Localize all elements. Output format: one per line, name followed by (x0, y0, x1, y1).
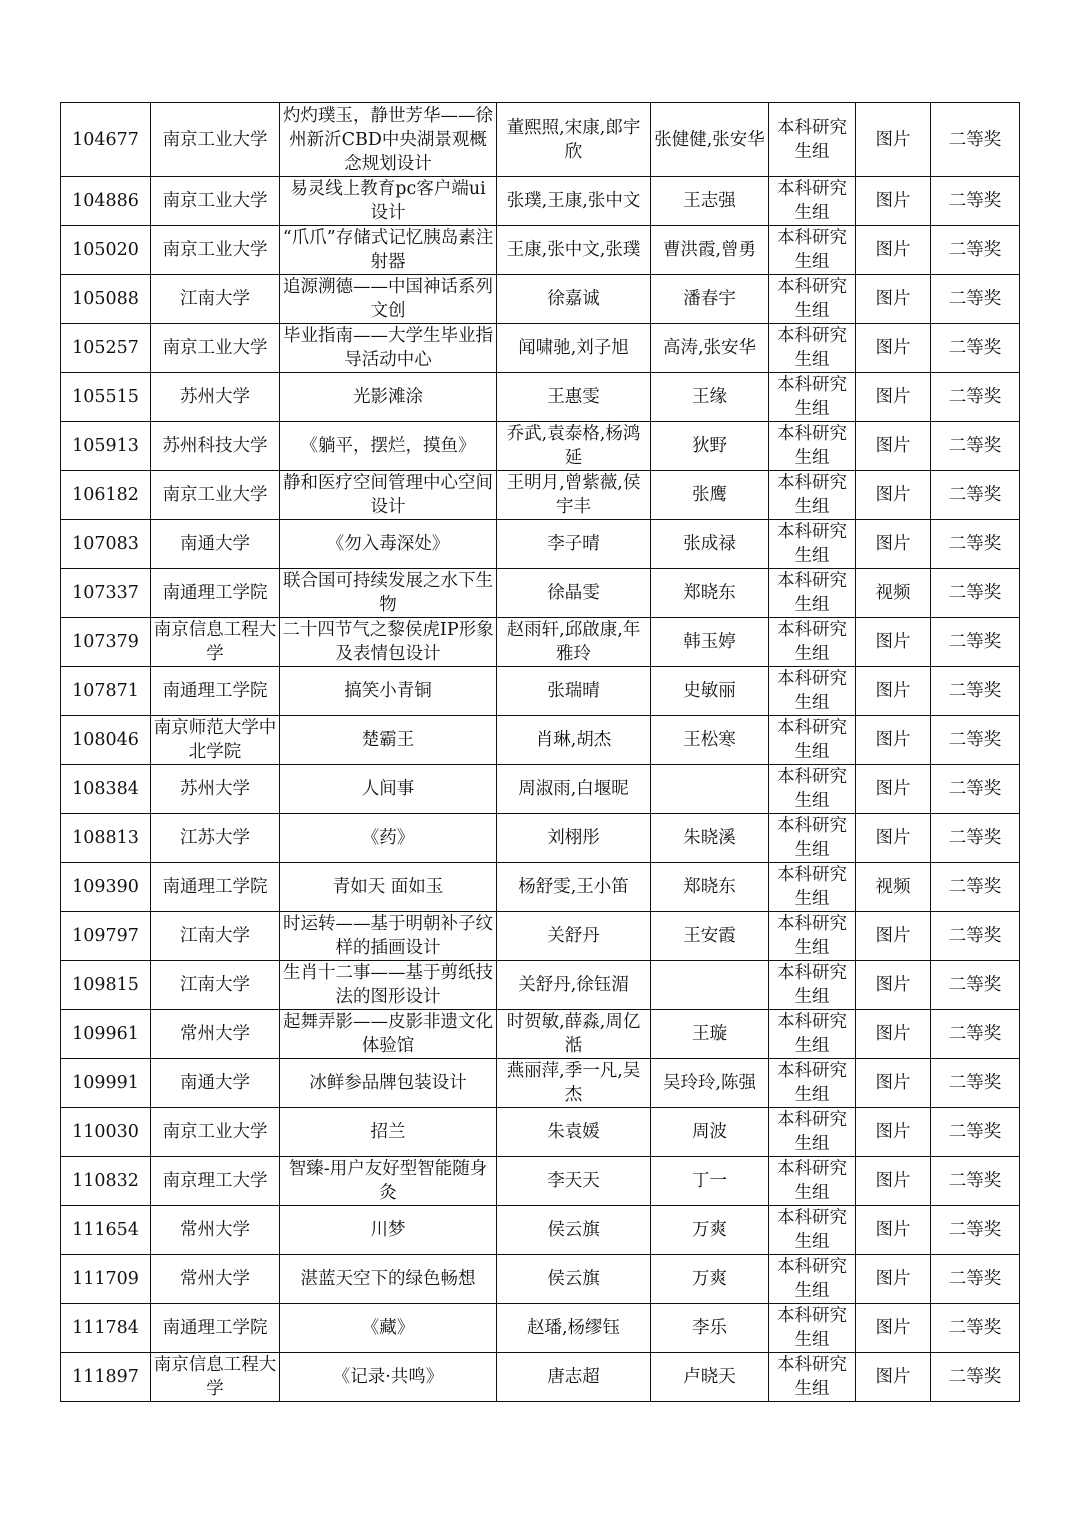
authors-cell: 关舒丹 (497, 912, 651, 961)
authors-cell: 王康,张中文,张璞 (497, 226, 651, 275)
category-cell: 本科研究生组 (769, 1304, 856, 1353)
awards-table-body (61, 103, 1020, 1402)
table-row (61, 373, 1020, 422)
school-cell: 南通理工学院 (151, 667, 280, 716)
work-type-cell: 图片 (856, 1108, 931, 1157)
school-cell: 江南大学 (151, 961, 280, 1010)
work-title-cell: 易灵线上教育pc客户端ui设计 (280, 177, 497, 226)
school-cell: 苏州大学 (151, 373, 280, 422)
authors-cell: 周淑雨,白堰昵 (497, 765, 651, 814)
award-cell: 二等奖 (931, 373, 1020, 422)
award-cell: 二等奖 (931, 103, 1020, 177)
work-title-cell: 灼灼璞玉，静世芳华——徐州新沂CBD中央湖景观概念规划设计 (280, 103, 497, 177)
work-type-cell: 图片 (856, 1206, 931, 1255)
advisor-cell: 狄野 (651, 422, 769, 471)
table-row (61, 667, 1020, 716)
work-title-cell: 时运转——基于明朝补子纹样的插画设计 (280, 912, 497, 961)
work-type-cell: 图片 (856, 1304, 931, 1353)
category-cell: 本科研究生组 (769, 226, 856, 275)
authors-cell: 李天天 (497, 1157, 651, 1206)
category-cell: 本科研究生组 (769, 275, 856, 324)
advisor-cell: 万爽 (651, 1206, 769, 1255)
advisor-cell (651, 765, 769, 814)
category-cell: 本科研究生组 (769, 667, 856, 716)
school-cell: 南通理工学院 (151, 1304, 280, 1353)
award-cell: 二等奖 (931, 1206, 1020, 1255)
award-cell: 二等奖 (931, 1255, 1020, 1304)
category-cell: 本科研究生组 (769, 520, 856, 569)
authors-cell: 李子晴 (497, 520, 651, 569)
work-title-cell: 起舞弄影——皮影非遗文化体验馆 (280, 1010, 497, 1059)
advisor-cell: 王志强 (651, 177, 769, 226)
award-cell: 二等奖 (931, 1157, 1020, 1206)
award-cell: 二等奖 (931, 569, 1020, 618)
category-cell: 本科研究生组 (769, 912, 856, 961)
category-cell: 本科研究生组 (769, 961, 856, 1010)
work-title-cell: 冰鲜参品牌包装设计 (280, 1059, 497, 1108)
entry-id-cell: 108046 (61, 716, 151, 765)
award-cell: 二等奖 (931, 961, 1020, 1010)
award-cell: 二等奖 (931, 177, 1020, 226)
work-title-cell: 静和医疗空间管理中心空间设计 (280, 471, 497, 520)
work-type-cell: 图片 (856, 618, 931, 667)
table-row (61, 1206, 1020, 1255)
school-cell: 南京工业大学 (151, 471, 280, 520)
work-title-cell: 楚霸王 (280, 716, 497, 765)
school-cell: 南通大学 (151, 520, 280, 569)
table-row (61, 1157, 1020, 1206)
table-row (61, 961, 1020, 1010)
category-cell: 本科研究生组 (769, 765, 856, 814)
work-type-cell: 图片 (856, 1010, 931, 1059)
table-row (61, 765, 1020, 814)
award-cell: 二等奖 (931, 1304, 1020, 1353)
authors-cell: 徐嘉诚 (497, 275, 651, 324)
advisor-cell: 李乐 (651, 1304, 769, 1353)
school-cell: 南京信息工程大学 (151, 1353, 280, 1402)
work-title-cell: 《记录·共鸣》 (280, 1353, 497, 1402)
authors-cell: 张璞,王康,张中文 (497, 177, 651, 226)
work-type-cell: 图片 (856, 177, 931, 226)
entry-id-cell: 108384 (61, 765, 151, 814)
work-title-cell: 智臻-用户友好型智能随身灸 (280, 1157, 497, 1206)
advisor-cell: 张成禄 (651, 520, 769, 569)
award-cell: 二等奖 (931, 471, 1020, 520)
school-cell: 南京信息工程大学 (151, 618, 280, 667)
authors-cell: 闻啸驰,刘子旭 (497, 324, 651, 373)
entry-id-cell: 107337 (61, 569, 151, 618)
work-type-cell: 图片 (856, 520, 931, 569)
advisor-cell: 张鹰 (651, 471, 769, 520)
work-type-cell: 图片 (856, 103, 931, 177)
advisor-cell: 郑晓东 (651, 569, 769, 618)
entry-id-cell: 106182 (61, 471, 151, 520)
category-cell: 本科研究生组 (769, 1157, 856, 1206)
entry-id-cell: 105257 (61, 324, 151, 373)
category-cell: 本科研究生组 (769, 814, 856, 863)
entry-id-cell: 107871 (61, 667, 151, 716)
school-cell: 南通理工学院 (151, 569, 280, 618)
work-type-cell: 图片 (856, 716, 931, 765)
entry-id-cell: 111784 (61, 1304, 151, 1353)
advisor-cell: 郑晓东 (651, 863, 769, 912)
school-cell: 南通大学 (151, 1059, 280, 1108)
work-type-cell: 图片 (856, 1059, 931, 1108)
table-row (61, 618, 1020, 667)
authors-cell: 乔武,袁泰格,杨鸿延 (497, 422, 651, 471)
award-cell: 二等奖 (931, 667, 1020, 716)
table-row (61, 1255, 1020, 1304)
work-type-cell: 图片 (856, 471, 931, 520)
advisor-cell: 周波 (651, 1108, 769, 1157)
entry-id-cell: 105515 (61, 373, 151, 422)
work-type-cell: 图片 (856, 324, 931, 373)
authors-cell: 关舒丹,徐钰湄 (497, 961, 651, 1010)
advisor-cell: 王安霞 (651, 912, 769, 961)
entry-id-cell: 104677 (61, 103, 151, 177)
category-cell: 本科研究生组 (769, 716, 856, 765)
school-cell: 江南大学 (151, 912, 280, 961)
category-cell: 本科研究生组 (769, 324, 856, 373)
category-cell: 本科研究生组 (769, 422, 856, 471)
table-row (61, 177, 1020, 226)
school-cell: 南京理工大学 (151, 1157, 280, 1206)
table-row (61, 912, 1020, 961)
entry-id-cell: 105088 (61, 275, 151, 324)
entry-id-cell: 111897 (61, 1353, 151, 1402)
school-cell: 江苏大学 (151, 814, 280, 863)
work-type-cell: 图片 (856, 422, 931, 471)
work-title-cell: 光影滩涂 (280, 373, 497, 422)
school-cell: 南京工业大学 (151, 177, 280, 226)
table-row (61, 275, 1020, 324)
school-cell: 南京工业大学 (151, 226, 280, 275)
authors-cell: 张瑞晴 (497, 667, 651, 716)
table-row (61, 471, 1020, 520)
category-cell: 本科研究生组 (769, 1255, 856, 1304)
table-row (61, 1010, 1020, 1059)
authors-cell: 王明月,曾紫薇,侯宇丰 (497, 471, 651, 520)
awards-table (60, 102, 1020, 1402)
authors-cell: 杨舒雯,王小笛 (497, 863, 651, 912)
school-cell: 苏州科技大学 (151, 422, 280, 471)
work-type-cell: 图片 (856, 961, 931, 1010)
category-cell: 本科研究生组 (769, 471, 856, 520)
entry-id-cell: 111709 (61, 1255, 151, 1304)
work-title-cell: 追源溯德——中国神话系列文创 (280, 275, 497, 324)
advisor-cell: 丁一 (651, 1157, 769, 1206)
entry-id-cell: 104886 (61, 177, 151, 226)
work-title-cell: 人间事 (280, 765, 497, 814)
award-cell: 二等奖 (931, 520, 1020, 569)
entry-id-cell: 110030 (61, 1108, 151, 1157)
table-row (61, 863, 1020, 912)
advisor-cell: 王缘 (651, 373, 769, 422)
work-title-cell: 《勿入毒深处》 (280, 520, 497, 569)
table-row (61, 716, 1020, 765)
school-cell: 南京工业大学 (151, 103, 280, 177)
work-title-cell: 青如天 面如玉 (280, 863, 497, 912)
work-type-cell: 图片 (856, 275, 931, 324)
category-cell: 本科研究生组 (769, 1353, 856, 1402)
entry-id-cell: 111654 (61, 1206, 151, 1255)
work-type-cell: 图片 (856, 1157, 931, 1206)
entry-id-cell: 105020 (61, 226, 151, 275)
work-title-cell: 《药》 (280, 814, 497, 863)
work-title-cell: 湛蓝天空下的绿色畅想 (280, 1255, 497, 1304)
authors-cell: 唐志超 (497, 1353, 651, 1402)
school-cell: 常州大学 (151, 1255, 280, 1304)
table-row (61, 569, 1020, 618)
advisor-cell: 王璇 (651, 1010, 769, 1059)
authors-cell: 时贺敏,薛淼,周亿湉 (497, 1010, 651, 1059)
category-cell: 本科研究生组 (769, 1108, 856, 1157)
work-type-cell: 图片 (856, 1353, 931, 1402)
category-cell: 本科研究生组 (769, 1206, 856, 1255)
work-type-cell: 视频 (856, 863, 931, 912)
work-title-cell: 搞笑小青铜 (280, 667, 497, 716)
advisor-cell: 万爽 (651, 1255, 769, 1304)
work-title-cell: 《藏》 (280, 1304, 497, 1353)
work-title-cell: 毕业指南——大学生毕业指导活动中心 (280, 324, 497, 373)
advisor-cell (651, 961, 769, 1010)
advisor-cell: 卢晓天 (651, 1353, 769, 1402)
advisor-cell: 曹洪霞,曾勇 (651, 226, 769, 275)
entry-id-cell: 107083 (61, 520, 151, 569)
advisor-cell: 王松寒 (651, 716, 769, 765)
advisor-cell: 朱晓溪 (651, 814, 769, 863)
authors-cell: 朱袁媛 (497, 1108, 651, 1157)
table-row (61, 520, 1020, 569)
school-cell: 常州大学 (151, 1206, 280, 1255)
table-row (61, 1108, 1020, 1157)
table-row (61, 1353, 1020, 1402)
table-row (61, 226, 1020, 275)
award-cell: 二等奖 (931, 324, 1020, 373)
work-title-cell: 联合国可持续发展之水下生物 (280, 569, 497, 618)
award-cell: 二等奖 (931, 1108, 1020, 1157)
school-cell: 南通理工学院 (151, 863, 280, 912)
advisor-cell: 张健健,张安华 (651, 103, 769, 177)
award-cell: 二等奖 (931, 1353, 1020, 1402)
work-title-cell: “爪爪”存储式记忆胰岛素注射器 (280, 226, 497, 275)
work-type-cell: 图片 (856, 765, 931, 814)
award-cell: 二等奖 (931, 912, 1020, 961)
work-type-cell: 图片 (856, 912, 931, 961)
authors-cell: 徐晶雯 (497, 569, 651, 618)
table-row (61, 1304, 1020, 1353)
category-cell: 本科研究生组 (769, 103, 856, 177)
work-type-cell: 视频 (856, 569, 931, 618)
advisor-cell: 高涛,张安华 (651, 324, 769, 373)
work-type-cell: 图片 (856, 226, 931, 275)
work-type-cell: 图片 (856, 1255, 931, 1304)
category-cell: 本科研究生组 (769, 618, 856, 667)
table-row (61, 103, 1020, 177)
entry-id-cell: 108813 (61, 814, 151, 863)
authors-cell: 侯云旗 (497, 1255, 651, 1304)
school-cell: 江南大学 (151, 275, 280, 324)
category-cell: 本科研究生组 (769, 1059, 856, 1108)
award-cell: 二等奖 (931, 422, 1020, 471)
work-title-cell: 生肖十二事——基于剪纸技法的图形设计 (280, 961, 497, 1010)
authors-cell: 刘栩彤 (497, 814, 651, 863)
award-cell: 二等奖 (931, 226, 1020, 275)
work-type-cell: 图片 (856, 667, 931, 716)
entry-id-cell: 110832 (61, 1157, 151, 1206)
award-cell: 二等奖 (931, 275, 1020, 324)
entry-id-cell: 109991 (61, 1059, 151, 1108)
advisor-cell: 潘春宇 (651, 275, 769, 324)
advisor-cell: 韩玉婷 (651, 618, 769, 667)
authors-cell: 肖琳,胡杰 (497, 716, 651, 765)
entry-id-cell: 109815 (61, 961, 151, 1010)
award-cell: 二等奖 (931, 618, 1020, 667)
school-cell: 南京师范大学中北学院 (151, 716, 280, 765)
table-row (61, 814, 1020, 863)
authors-cell: 王惠雯 (497, 373, 651, 422)
authors-cell: 侯云旗 (497, 1206, 651, 1255)
school-cell: 南京工业大学 (151, 1108, 280, 1157)
authors-cell: 赵雨轩,邱啟康,年雅玲 (497, 618, 651, 667)
category-cell: 本科研究生组 (769, 373, 856, 422)
work-title-cell: 二十四节气之黎侯虎IP形象及表情包设计 (280, 618, 497, 667)
entry-id-cell: 109390 (61, 863, 151, 912)
category-cell: 本科研究生组 (769, 863, 856, 912)
work-title-cell: 招兰 (280, 1108, 497, 1157)
entry-id-cell: 109797 (61, 912, 151, 961)
school-cell: 苏州大学 (151, 765, 280, 814)
school-cell: 常州大学 (151, 1010, 280, 1059)
category-cell: 本科研究生组 (769, 177, 856, 226)
advisor-cell: 史敏丽 (651, 667, 769, 716)
category-cell: 本科研究生组 (769, 569, 856, 618)
table-row (61, 324, 1020, 373)
table-row (61, 422, 1020, 471)
advisor-cell: 吴玲玲,陈强 (651, 1059, 769, 1108)
award-cell: 二等奖 (931, 814, 1020, 863)
entry-id-cell: 107379 (61, 618, 151, 667)
table-row (61, 1059, 1020, 1108)
school-cell: 南京工业大学 (151, 324, 280, 373)
award-cell: 二等奖 (931, 1059, 1020, 1108)
authors-cell: 燕丽萍,季一凡,吴杰 (497, 1059, 651, 1108)
category-cell: 本科研究生组 (769, 1010, 856, 1059)
work-title-cell: 川梦 (280, 1206, 497, 1255)
award-cell: 二等奖 (931, 716, 1020, 765)
authors-cell: 董熙照,宋康,郎宇欣 (497, 103, 651, 177)
award-cell: 二等奖 (931, 765, 1020, 814)
entry-id-cell: 109961 (61, 1010, 151, 1059)
award-cell: 二等奖 (931, 863, 1020, 912)
work-type-cell: 图片 (856, 373, 931, 422)
work-type-cell: 图片 (856, 814, 931, 863)
award-cell: 二等奖 (931, 1010, 1020, 1059)
authors-cell: 赵璠,杨缪钰 (497, 1304, 651, 1353)
work-title-cell: 《躺平，摆烂，摸鱼》 (280, 422, 497, 471)
entry-id-cell: 105913 (61, 422, 151, 471)
